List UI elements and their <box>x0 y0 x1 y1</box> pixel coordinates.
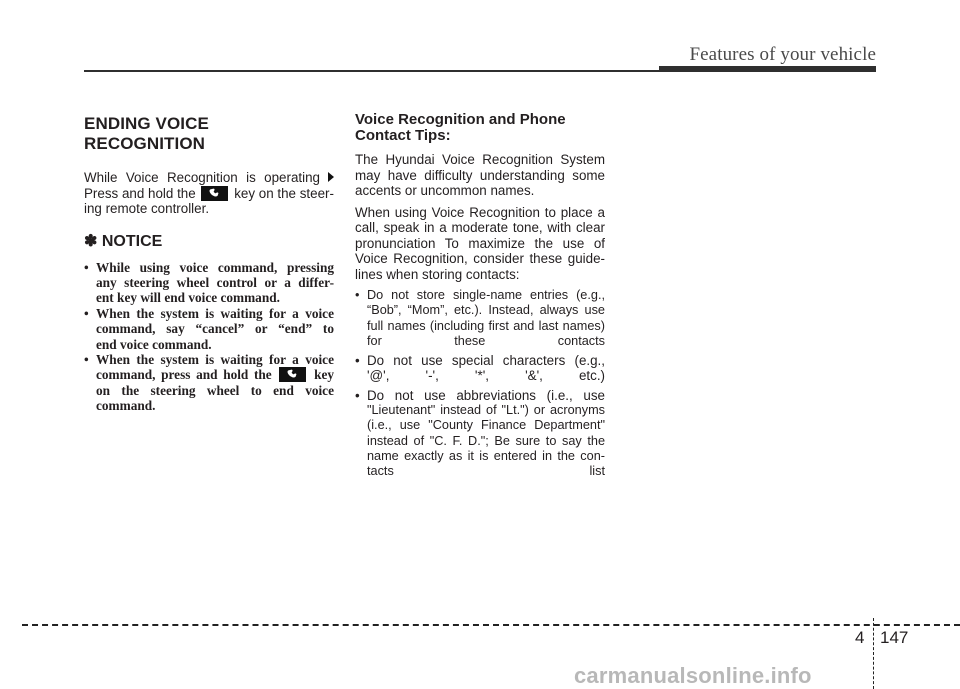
bullet: • <box>84 259 89 275</box>
notice-line: When the system is waiting for a voice <box>96 351 334 367</box>
notice-heading: ✽ NOTICE <box>84 232 163 250</box>
tip-item <box>355 288 605 349</box>
intro-paragraph <box>84 170 334 217</box>
para-line: The Hyundai Voice Recognition System <box>355 152 605 167</box>
para-line: accents or uncommon names. <box>355 183 535 198</box>
footer-rule <box>22 624 960 626</box>
tip-line: '@', '-', '*', '&', etc.) <box>367 368 605 384</box>
notice-line: any steering wheel control or a differ- <box>96 274 334 290</box>
bullet: • <box>355 353 360 369</box>
notice-line: command, press and hold the <box>96 367 272 383</box>
tips-heading-line: Contact Tips: <box>355 127 451 144</box>
tips-heading <box>355 112 605 144</box>
para-line: Press and hold the <box>84 185 196 201</box>
left-column <box>84 110 334 414</box>
tip-item <box>355 388 605 480</box>
para-line: may have difficulty understanding some <box>355 167 605 183</box>
notice-line: on the steering wheel to end voice <box>96 382 334 398</box>
para-line: call, speak in a moderate tone, with clear <box>355 220 605 235</box>
para-line: lines when storing contacts: <box>355 266 520 282</box>
voice-talk-button-icon <box>279 367 306 382</box>
notice-item <box>84 306 334 352</box>
tip-line: name exactly as it is entered in the con- <box>367 448 605 463</box>
tip-line: Do not store single-name entries (e.g., <box>367 288 605 302</box>
tips-heading-line: Voice Recognition and Phone <box>355 111 566 128</box>
notice-line: key <box>314 367 335 383</box>
notice-item <box>84 260 334 306</box>
notice-line: end voice command. <box>96 336 212 352</box>
right-column <box>355 110 605 484</box>
notice-line: command, say “cancel” or “end” to <box>96 321 334 337</box>
tips-paragraph-1 <box>355 152 605 199</box>
watermark: carmanualsonline.info <box>574 663 812 688</box>
tips-list <box>355 288 605 480</box>
footer-divider <box>873 618 874 689</box>
para-line: key on the steer- <box>234 185 334 201</box>
tip-line: (i.e., use "County Finance Department" <box>367 418 605 433</box>
tip-line: tacts list <box>367 464 605 479</box>
bullet: • <box>84 305 89 321</box>
notice-line: When the system is waiting for a voice <box>96 305 334 321</box>
tip-line: “Bob”, “Mom”, etc.). Instead, always use <box>367 303 605 318</box>
notice-line: ent key will end voice command. <box>96 290 280 306</box>
page-number: 147 <box>880 628 909 647</box>
para-line: ing remote controller. <box>84 201 210 216</box>
chapter-number: 4 <box>855 628 865 647</box>
tip-item <box>355 353 605 384</box>
play-icon <box>328 172 334 182</box>
tip-line: full names (including first and last names) <box>367 318 605 333</box>
para-line: Voice Recognition, consider these guide- <box>355 251 605 266</box>
voice-talk-button-icon <box>201 186 228 201</box>
section-header-title: Features of your vehicle <box>689 44 876 65</box>
para-line: While Voice Recognition is operating <box>84 170 320 185</box>
section-heading: ENDING VOICE RECOGNITION <box>84 114 209 153</box>
notice-line: While using voice command, pressing <box>96 259 334 275</box>
notice-line: command. <box>96 398 156 414</box>
para-line: When using Voice Recognition to place a <box>355 204 605 220</box>
tip-line: Do not use special characters (e.g., <box>367 353 605 369</box>
tip-line: "Lieutenant" instead of "Lt.") or acronyms <box>367 403 605 418</box>
bullet: • <box>84 351 89 367</box>
header-rule-thick <box>659 66 876 72</box>
notice-item <box>84 352 334 414</box>
bullet: • <box>355 288 360 302</box>
tip-line: Do not use abbreviations (i.e., use <box>367 387 605 403</box>
tip-line: for these contacts <box>367 333 605 348</box>
para-line: pronunciation To maximize the use of <box>355 235 605 251</box>
tips-paragraph-2 <box>355 205 605 283</box>
tip-line: instead of "C. F. D."; Be sure to say the <box>367 433 605 448</box>
notice-list <box>84 260 334 414</box>
bullet: • <box>355 387 360 403</box>
